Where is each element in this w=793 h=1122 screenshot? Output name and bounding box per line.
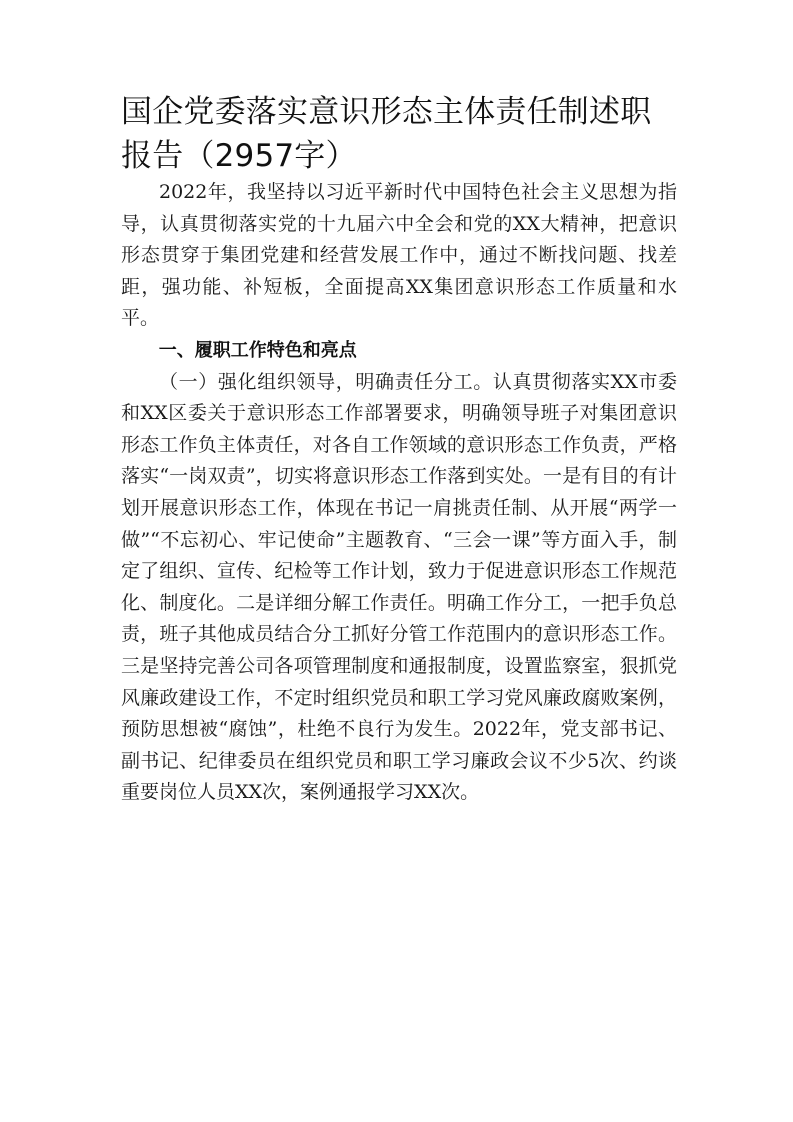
intro-paragraph: 2022年，我坚持以习近平新时代中国特色社会主义思想为指导，认真贯彻落实党的十九届六中全会和党的XX大精神，把意识形态贯穿于集团党建和经营发展工作中，通过不断找问题、找差距，强功能、补短板，全面提高XX集团意识形态工作质量和水平。 — [121, 181, 677, 330]
document-body — [121, 177, 677, 809]
section-paragraph: （一）强化组织领导，明确责任分工。认真贯彻落实XX市委和XX区委关于意识形态工作部署要求，明确领导班子对集团意识形态工作负主体责任，对各自工作领域的意识形态工作负责，严格落实“一岗双责”，切实将意识形态工作落到实处。一是有目的有计划开展意识形态工作，体现在书记一肩挑责任制、从开展“两学一做”“不忘初心、牢记使命”主题教育、“三会一课”等方面入手，制定了组织、宣传、纪检等工作计划，致力于促进意识形态工作规范化、制度化。二是详细分解工作责任。明确工作分工，一把手负总责，班子其他成员结合分工抓好分管工作范围内的意识形态工作。三是坚持完善公司各项管理制度和通报制度，设置监察室，狠抓党风廉政建设工作，不定时组织党员和职工学习党风廉政腐败案例，预防思想被“腐蚀”，杜绝不良行为发生。2022年，党支部书记、副书记、纪律委员在组织党员和职工学习廉政会议不少5次、约谈重要岗位人员XX次，案例通报学习XX次。 — [121, 370, 677, 804]
section-heading: 一、履职工作特色和亮点 — [158, 339, 357, 361]
document-title: 国企党委落实意识形态主体责任制述职报告（2957字） — [121, 94, 652, 174]
